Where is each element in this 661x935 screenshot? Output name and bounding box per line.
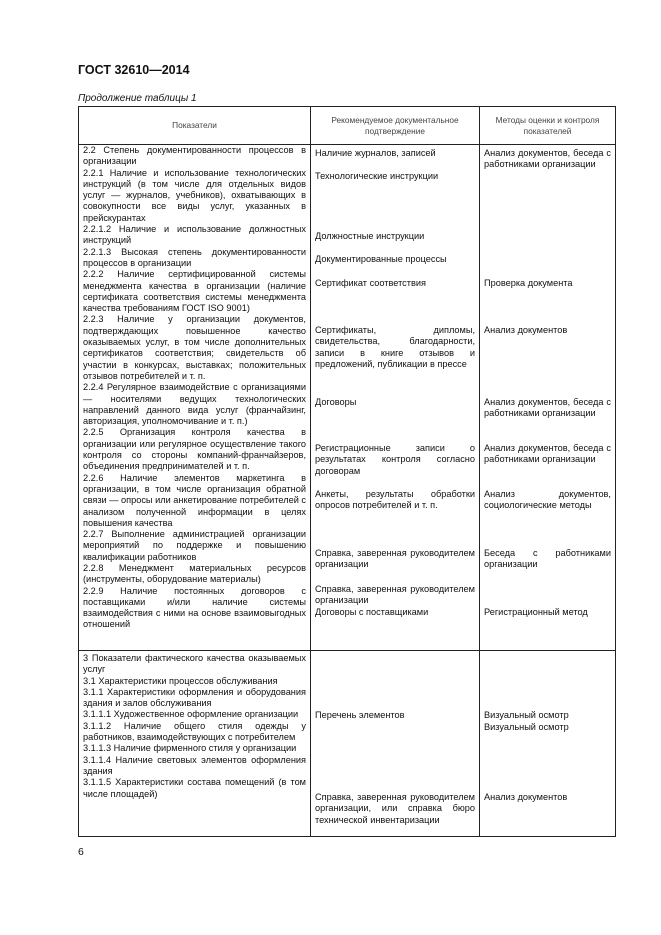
- doc-item: Наличие журналов, записей: [315, 148, 436, 158]
- documentation-cell: [311, 145, 480, 651]
- table-row-section-3: [79, 651, 616, 837]
- method-item: Анализ документов: [484, 792, 568, 802]
- method-item: Регистрационный метод: [484, 607, 588, 617]
- header-indicators: Показатели: [79, 107, 311, 145]
- doc-item: Регистрационные записи о результатах контроля согласно договорам: [315, 443, 475, 476]
- indicators-cell: [79, 651, 311, 837]
- document-title: ГОСТ 32610—2014: [78, 63, 190, 77]
- doc-item: Справка, заверенная руководителем организации: [315, 548, 475, 570]
- indicator-item: 2.2.6 Наличие элементов маркетинга в организации, в том числе организация обратной связи — опросы или анкетирование потребителей с анализом полученной информации в целях повышения качества: [83, 472, 306, 528]
- indicator-item: 2.2.3 Наличие у организации документов, подтверждающих повышенное качество оказываемых услуг, в том числе дополнительных сертификатов соответствия; свидетельств об участии в конкурсах, выставках; положительных отзывов потребителей и т. п.: [83, 314, 306, 381]
- methods-cell: [480, 651, 616, 837]
- table-caption: Продолжение таблицы 1: [78, 93, 197, 104]
- method-item: Анализ документов, беседа с работниками организации: [484, 443, 611, 465]
- doc-item: Технологические инструкции: [315, 171, 439, 181]
- indicator-item: 2.2.4 Регулярное взаимодействие с организациями — носителями ведущих технологических направлений данного вида услуг (франчайзинг, авторизация, уполномочивание и т. п.): [83, 382, 306, 427]
- indicator-item: 2.2.5 Организация контроля качества в организации или регулярное осуществление такого контроля со стороны компаний-франчайзеров, объединения предпринимателей и т. п.: [83, 427, 306, 472]
- method-item: Анализ документов, социологические методы: [484, 489, 611, 511]
- indicator-item: 3.1.1.1 Художественное оформление организации: [83, 709, 299, 720]
- doc-item: Договоры с поставщиками: [315, 607, 429, 617]
- indicator-item: 3 Показатели фактического качества оказываемых услуг: [83, 653, 306, 675]
- doc-item: Справка, заверенная руководителем организации, или справка бюро технической инвентаризации: [315, 792, 475, 825]
- method-item: Анализ документов, беседа с работниками организации: [484, 397, 611, 419]
- method-item: Анализ документов, беседа с работниками организации: [484, 148, 611, 170]
- doc-item: Договоры: [315, 397, 357, 407]
- indicator-item: 2.2.1.3 Высокая степень документированности процессов в организации: [83, 246, 306, 268]
- method-item: Анализ документов: [484, 325, 568, 335]
- page-number: 6: [78, 846, 84, 858]
- indicators-table: [78, 106, 616, 837]
- indicator-item: 3.1.1 Характеристики оформления и оборудования здания и залов обслуживания: [83, 686, 306, 709]
- method-item: Визуальный осмотр: [484, 710, 569, 720]
- indicator-item: 2.2.1 Наличие и использование технологических инструкций (в том числе для отдельных видов услуг — журналов, учебников), охватывающих в совокупности все виды услуг, указанных в прейскурантах: [83, 167, 306, 223]
- documentation-cell: [311, 651, 480, 837]
- indicator-item: 2.2.1.2 Наличие и использование должностных инструкций: [83, 224, 306, 246]
- doc-item: Документированные процессы: [315, 254, 447, 264]
- doc-item: Сертификат соответствия: [315, 278, 426, 288]
- method-item: Беседа с работниками организации: [484, 548, 611, 570]
- indicator-item: 2.2.7 Выполнение администрацией организации мероприятий по поддержке и повышению квалификации работников: [83, 529, 306, 562]
- indicator-item: 3.1.1.2 Наличие общего стиля одежды у работников, взаимодействующих с потребителем: [83, 720, 306, 743]
- indicator-item: 3.1.1.4 Наличие световых элементов оформления здания: [83, 754, 306, 776]
- doc-item: Перечень элементов: [315, 710, 405, 720]
- indicator-item: 2.2.2 Наличие сертифицированной системы менеджмента качества в организации (наличие сертификата соответствия системы менеджмента качества требованиям ГОСТ ISO 9001): [83, 269, 306, 314]
- indicator-item: 2.2.8 Менеджмент материальных ресурсов (инструменты, оборудование материалы): [83, 562, 306, 585]
- indicator-item: 2.2.9 Наличие постоянных договоров с поставщиками и/или наличие системы взаимодействия с ними на основе взаимовыгодных отношений: [83, 585, 306, 630]
- indicator-item: 2.2 Степень документированности процессов в организации: [83, 145, 306, 167]
- indicators-cell: [79, 145, 311, 651]
- methods-cell: [480, 145, 616, 651]
- header-documentation: Рекомендуемое документальное подтверждение: [311, 107, 480, 145]
- table-row-section-2-2: [79, 145, 616, 651]
- indicator-item: 3.1.1.5 Характеристики состава помещений (в том числе площадей): [83, 777, 306, 799]
- doc-item: Сертификаты, дипломы, свидетельства, благодарности, записи в книге отзывов и предложений, публикации в прессе: [315, 325, 475, 369]
- indicator-item: 3.1 Характеристики процессов обслуживания: [83, 675, 278, 686]
- doc-item: Анкеты, результаты обработки опросов потребителей и т. п.: [315, 489, 475, 511]
- table-header-row: [79, 107, 616, 145]
- doc-item: Справка, заверенная руководителем организации: [315, 584, 475, 606]
- doc-item: Должностные инструкции: [315, 231, 425, 241]
- method-item: Визуальный осмотр: [484, 722, 569, 732]
- indicator-item: 3.1.1.3 Наличие фирменного стиля у организации: [83, 743, 297, 754]
- header-methods: Методы оценки и контроля показателей: [480, 107, 616, 145]
- method-item: Проверка документа: [484, 278, 573, 288]
